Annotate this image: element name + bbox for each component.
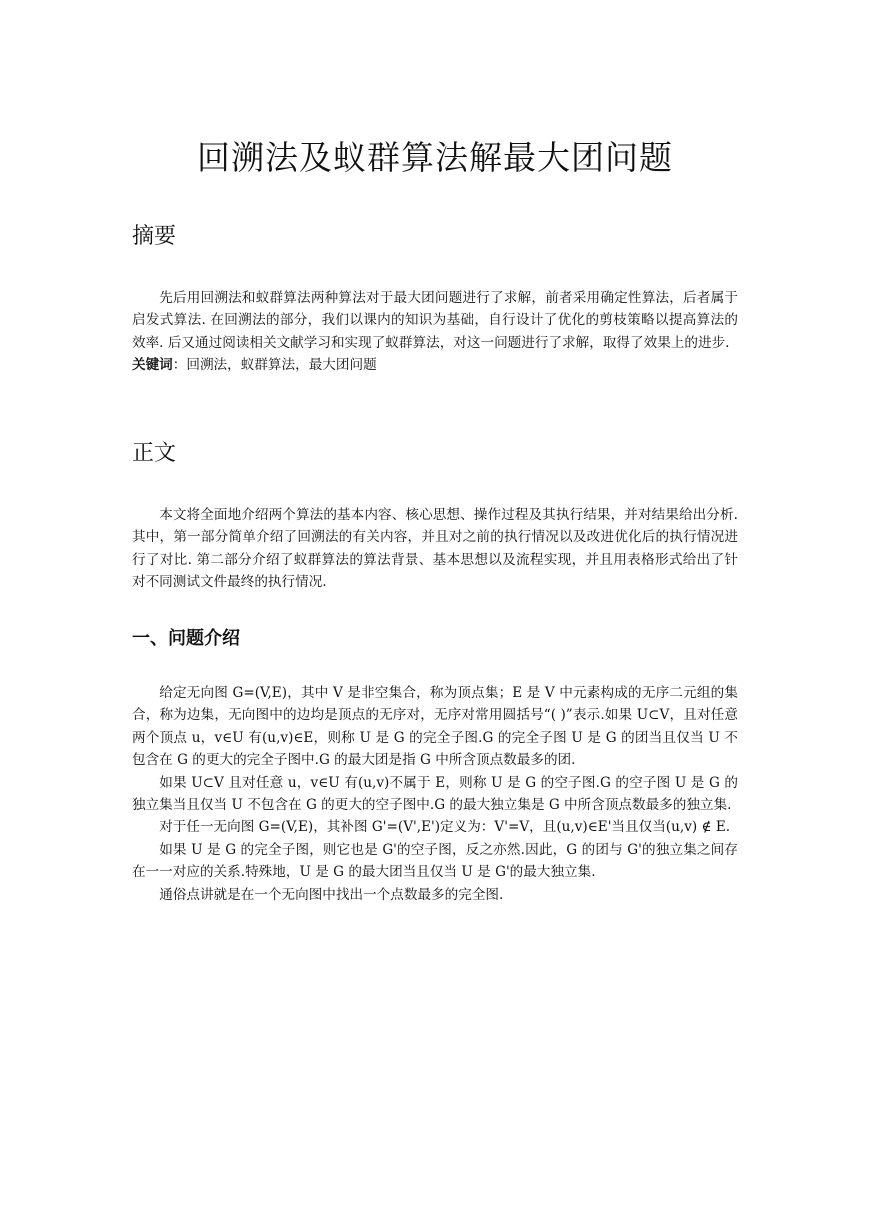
section1-paragraph: 如果 U 是 G 的完全子图，则它也是 G'的空子图，反之亦然.因此，G 的团与 G'的独立集之间存在一一对应的关系.特殊地，U 是 G 的最大团当且仅当 U 是 G'的最大独立集. [132, 841, 738, 881]
section1-paragraph: 对于任一无向图 G=(V,E)，其补图 G'=(V',E')定义为：V'=V，且(u,v)∈E'当且仅当(u,v) ∉ E. [159, 819, 731, 836]
keywords-label: 关键词 [132, 357, 173, 374]
paper-title: 回溯法及蚁群算法解最大团问题 [197, 138, 673, 177]
section1-paragraph: 如果 U⊂V 且对任意 u，v∈U 有(u,v)不属于 E，则称 U 是 G 的空子图.G 的空子图 U 是 G 的独立集当且仅当 U 不包含在 G 的更大的空子图中.G 的最大独立集是 G 中所含顶点数最多的独立集. [132, 774, 738, 814]
section1-paragraph: 给定无向图 G=(V,E)，其中 V 是非空集合，称为顶点集；E 是 V 中元素构成的无序二元组的集合，称为边集，无向图中的边均是顶点的无序对，无序对常用圆括号“( )”表示.如果 U⊂V，且对任意两个顶点 u，v∈U 有(u,v)∈E，则称 U 是 G 的完全子图.G 的完全子图 U 是 G 的团当且仅当 U 不包含在 G 的更大的完全子图中.G 的最大团是指 G 中所含顶点数最多的团. [132, 685, 738, 769]
main-intro-section [132, 504, 738, 594]
main-intro-paragraph: 本文将全面地介绍两个算法的基本内容、核心思想、操作过程及其执行结果，并对结果给出分析.其中，第一部分简单介绍了回溯法的有关内容，并且对之前的执行情况以及改进优化后的执行情况进行了对比. 第二部分介绍了蚁群算法的算法背景、基本思想以及流程实现，并且用表格形式给出了针对不同测试文件最终的执行情况. [132, 507, 738, 591]
section1-heading: 一、问题介绍 [132, 628, 240, 649]
abstract-heading: 摘要 [132, 224, 177, 249]
keywords-line [132, 354, 738, 376]
abstract-body: 先后用回溯法和蚁群算法两种算法对于最大团问题进行了求解，前者采用确定性算法，后者属于启发式算法. 在回溯法的部分，我们以课内的知识为基础，自行设计了优化的剪枝策略以提高算法的效率. 后又通过阅读相关文献学习和实现了蚁群算法，对这一问题进行了求解，取得了效果上的进步. [132, 290, 738, 351]
section1-paragraph: 通俗点讲就是在一个无向图中找出一个点数最多的完全图. [159, 886, 504, 903]
keywords-text: 回溯法，蚁群算法，最大团问题 [186, 357, 377, 374]
abstract-section [132, 287, 738, 377]
main-heading: 正文 [132, 441, 177, 466]
section1-body [132, 682, 738, 906]
keywords-separator: ： [172, 357, 187, 374]
